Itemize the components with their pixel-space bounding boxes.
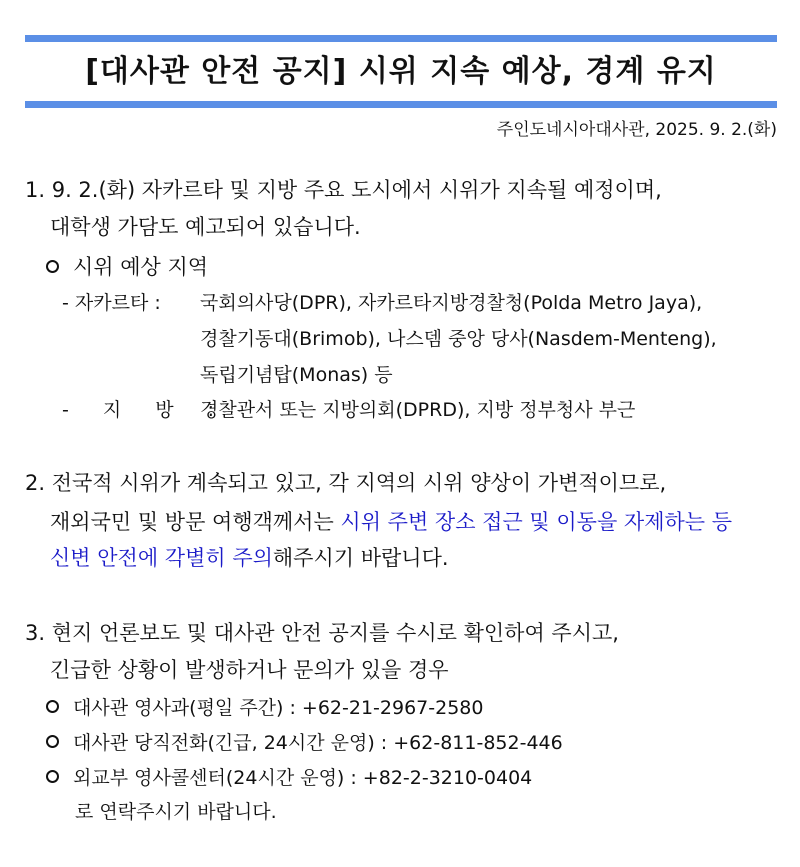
section3-line1: 3. 현지 언론보도 및 대사관 안전 공지를 수시로 확인하여 주시고, xyxy=(25,621,619,645)
jakarta-line1: 국회의사당(DPR), 자카르타지방경찰청(Polda Metro Jaya), xyxy=(200,292,703,314)
circle-bullet-icon xyxy=(46,735,59,748)
contact-text: 대사관 영사과(평일 주간) : +62-21-2967-2580 xyxy=(73,697,484,719)
section2-line2-emphasis: 시위 주변 장소 접근 및 이동을 자제하는 등 xyxy=(340,510,733,534)
section3-line2: 긴급한 상황이 발생하거나 문의가 있을 경우 xyxy=(50,658,449,682)
circle-bullet-icon xyxy=(46,770,59,783)
notice-title: [대사관 안전 공지] 시위 지속 예상, 경계 유지 xyxy=(85,54,717,89)
top-rule xyxy=(25,35,777,42)
jakarta-line3: 독립기념탑(Monas) 등 xyxy=(200,364,393,386)
circle-bullet-icon xyxy=(46,700,59,713)
contact-item xyxy=(46,728,563,758)
contact-text: 외교부 영사콜센터(24시간 운영) : +82-2-3210-0404 xyxy=(73,767,533,789)
section2-line2 xyxy=(50,507,732,537)
section1-line2: 대학생 가담도 예고되어 있습니다. xyxy=(50,215,361,239)
closing-line: 로 연락주시기 바랍니다. xyxy=(75,801,277,823)
byline: 주인도네시아대사관, 2025. 9. 2.(화) xyxy=(496,120,777,140)
bottom-rule xyxy=(25,101,777,108)
circle-bullet-icon xyxy=(46,260,59,273)
section1-line1: 1. 9. 2.(화) 자카르타 및 지방 주요 도시에서 시위가 지속될 예정이며, xyxy=(25,178,662,202)
section2-line3-emphasis: 신변 안전에 각별히 주의 xyxy=(50,546,273,570)
section2-line3-plain: 해주시기 바랍니다. xyxy=(272,546,449,570)
contact-item xyxy=(46,693,483,723)
section1-bullet xyxy=(46,252,208,282)
region-line: 경찰관서 또는 지방의회(DPRD), 지방 정부청사 부근 xyxy=(200,399,636,421)
contact-item xyxy=(46,763,532,793)
bullet-heading: 시위 예상 지역 xyxy=(73,255,209,279)
jakarta-line2: 경찰기동대(Brimob), 나스뎀 중앙 당사(Nasdem-Menteng), xyxy=(200,328,717,350)
contact-text: 대사관 당직전화(긴급, 24시간 운영) : +62-811-852-446 xyxy=(73,732,563,754)
jakarta-label: - 자카르타 : xyxy=(62,292,161,314)
section2-line3 xyxy=(50,543,449,573)
section2-line1: 2. 전국적 시위가 계속되고 있고, 각 지역의 시위 양상이 가변적이므로, xyxy=(25,471,667,495)
section2-line2-plain: 재외국민 및 방문 여행객께서는 xyxy=(50,510,341,534)
region-label: - 지 방 : xyxy=(62,399,215,421)
